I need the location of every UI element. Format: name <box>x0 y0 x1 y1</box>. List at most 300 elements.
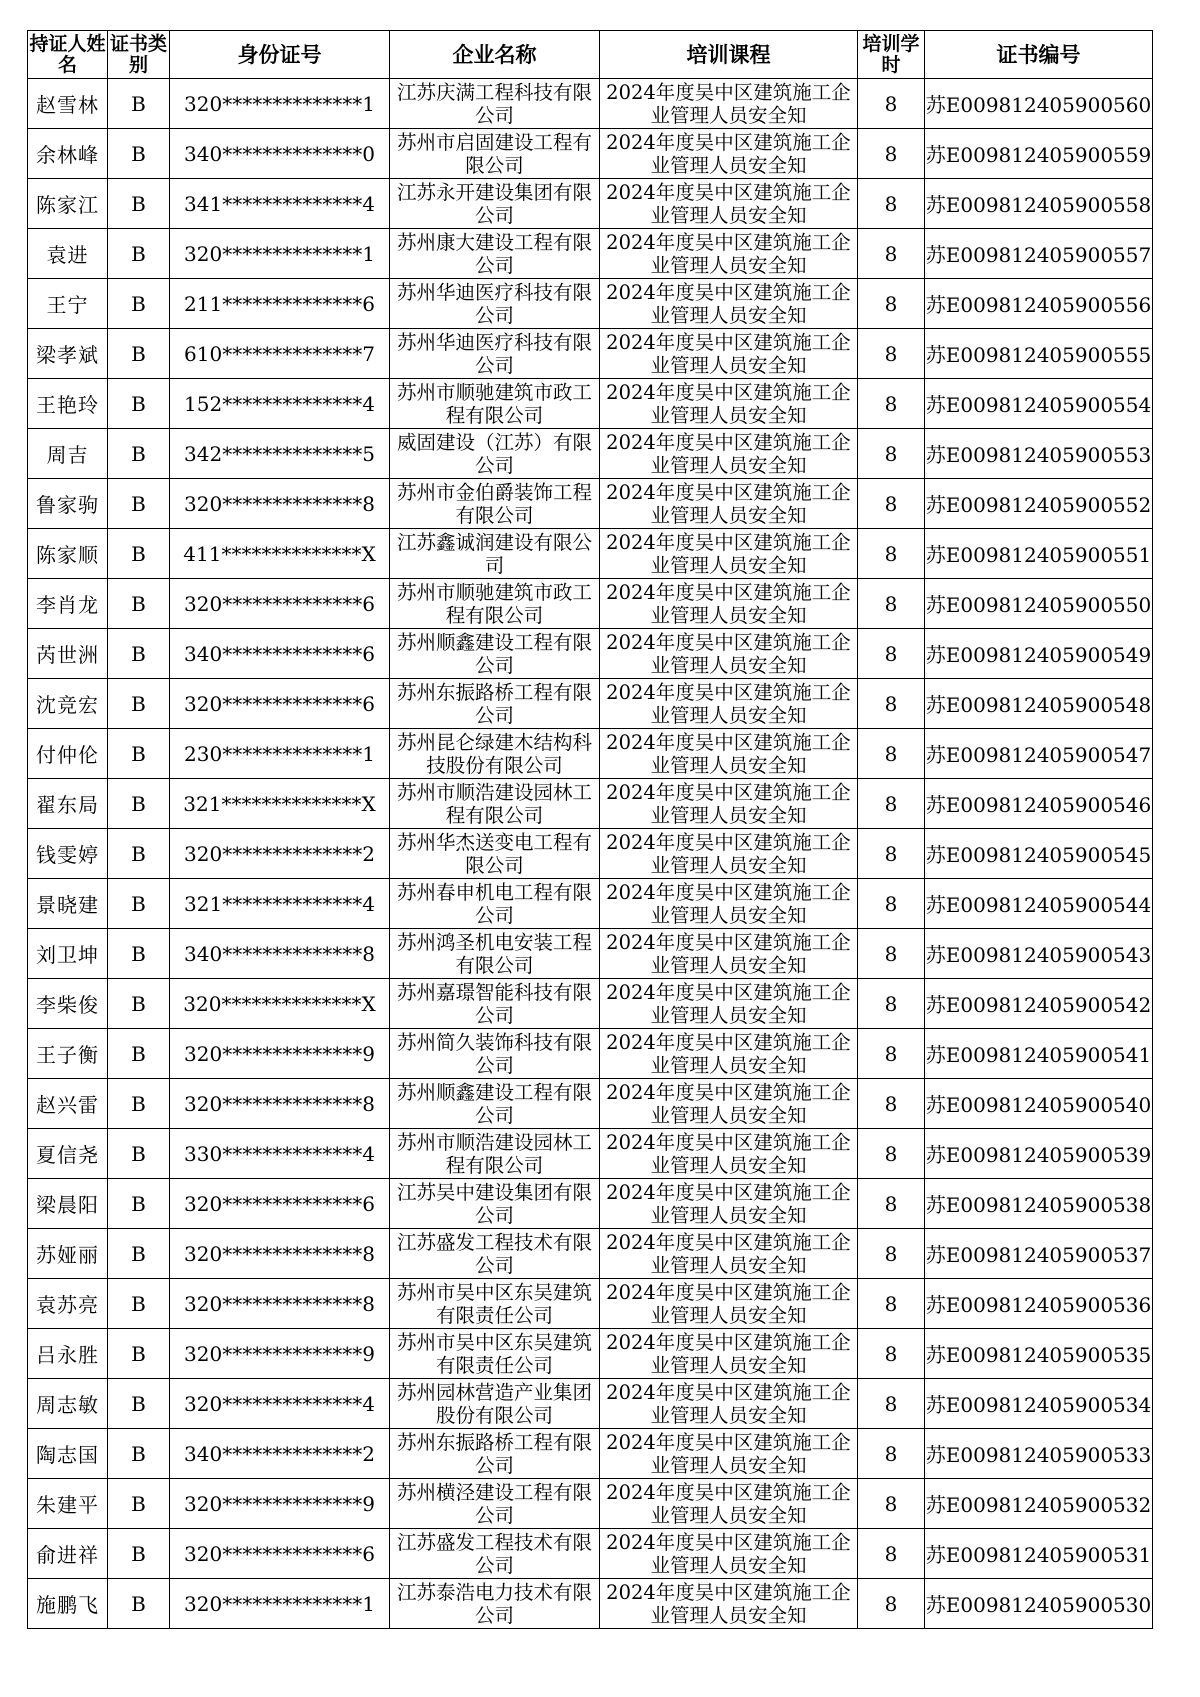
training-course: 2024年度吴中区建筑施工企业管理人员安全知 <box>606 630 851 677</box>
cert-class: B <box>108 379 170 429</box>
training-course: 2024年度吴中区建筑施工企业管理人员安全知 <box>606 1330 851 1377</box>
course-cell <box>600 1279 858 1329</box>
training-course: 2024年度吴中区建筑施工企业管理人员安全知 <box>606 230 851 277</box>
course-cell <box>600 1129 858 1179</box>
training-course: 2024年度吴中区建筑施工企业管理人员安全知 <box>606 1280 851 1327</box>
training-course: 2024年度吴中区建筑施工企业管理人员安全知 <box>606 780 851 827</box>
cert-class: B <box>108 329 170 379</box>
company-name: 江苏泰浩电力技术有限公司 <box>396 1580 592 1627</box>
course-cell <box>600 279 858 329</box>
company-name: 苏州市启固建设工程有限公司 <box>396 130 592 177</box>
table-row <box>28 629 1153 679</box>
id-number: 320**************6 <box>170 1179 390 1229</box>
cert-class: B <box>108 879 170 929</box>
table-row <box>28 1479 1153 1529</box>
company-name: 江苏永开建设集团有限公司 <box>396 180 592 227</box>
holder-name: 陈家江 <box>28 179 108 229</box>
holder-name: 王子衡 <box>28 1029 108 1079</box>
cert-class: B <box>108 429 170 479</box>
cert-class: B <box>108 729 170 779</box>
holder-name: 吕永胜 <box>28 1329 108 1379</box>
cert-number: 苏E009812405900543 <box>925 929 1153 979</box>
training-hours: 8 <box>858 1529 925 1579</box>
cert-number: 苏E009812405900545 <box>925 829 1153 879</box>
table-row <box>28 729 1153 779</box>
table-row <box>28 129 1153 179</box>
company-cell <box>390 379 600 429</box>
training-course: 2024年度吴中区建筑施工企业管理人员安全知 <box>606 930 851 977</box>
company-name: 苏州市顺浩建设园林工程有限公司 <box>396 780 592 827</box>
course-cell <box>600 179 858 229</box>
course-cell <box>600 929 858 979</box>
cert-class: B <box>108 679 170 729</box>
table-row <box>28 1229 1153 1279</box>
course-cell <box>600 479 858 529</box>
training-course: 2024年度吴中区建筑施工企业管理人员安全知 <box>606 880 851 927</box>
cert-number: 苏E009812405900556 <box>925 279 1153 329</box>
cert-class: B <box>108 1229 170 1279</box>
course-cell <box>600 679 858 729</box>
cert-number: 苏E009812405900536 <box>925 1279 1153 1329</box>
cert-class: B <box>108 1329 170 1379</box>
holder-name: 钱雯婷 <box>28 829 108 879</box>
cert-class: B <box>108 279 170 329</box>
table-row <box>28 479 1153 529</box>
training-hours: 8 <box>858 579 925 629</box>
course-cell <box>600 1029 858 1079</box>
table-row <box>28 1029 1153 1079</box>
course-cell <box>600 1079 858 1129</box>
company-cell <box>390 879 600 929</box>
company-cell <box>390 1079 600 1129</box>
training-hours: 8 <box>858 1179 925 1229</box>
cert-number: 苏E009812405900541 <box>925 1029 1153 1079</box>
holder-name: 施鹏飞 <box>28 1579 108 1629</box>
training-course: 2024年度吴中区建筑施工企业管理人员安全知 <box>606 430 851 477</box>
company-cell <box>390 679 600 729</box>
table-row <box>28 1429 1153 1479</box>
holder-name: 芮世洲 <box>28 629 108 679</box>
course-cell <box>600 429 858 479</box>
training-hours: 8 <box>858 229 925 279</box>
id-number: 230**************1 <box>170 729 390 779</box>
company-cell <box>390 1229 600 1279</box>
table-row <box>28 829 1153 879</box>
holder-name: 付仲伦 <box>28 729 108 779</box>
id-number: 320**************9 <box>170 1329 390 1379</box>
holder-name: 景晓建 <box>28 879 108 929</box>
id-number: 320**************8 <box>170 1229 390 1279</box>
training-course: 2024年度吴中区建筑施工企业管理人员安全知 <box>606 180 851 227</box>
holder-name: 梁晨阳 <box>28 1179 108 1229</box>
training-course: 2024年度吴中区建筑施工企业管理人员安全知 <box>606 530 851 577</box>
holder-name: 赵兴雷 <box>28 1079 108 1129</box>
header-cert-class: 证书类别 <box>108 31 170 79</box>
course-cell <box>600 329 858 379</box>
holder-name: 鲁家驹 <box>28 479 108 529</box>
company-name: 苏州康大建设工程有限公司 <box>396 230 592 277</box>
company-name: 苏州东振路桥工程有限公司 <box>396 1430 592 1477</box>
training-course: 2024年度吴中区建筑施工企业管理人员安全知 <box>606 980 851 1027</box>
table-row <box>28 79 1153 129</box>
id-number: 320**************6 <box>170 1529 390 1579</box>
cert-number: 苏E009812405900542 <box>925 979 1153 1029</box>
holder-name: 苏娅丽 <box>28 1229 108 1279</box>
course-cell <box>600 979 858 1029</box>
table-row <box>28 779 1153 829</box>
training-course: 2024年度吴中区建筑施工企业管理人员安全知 <box>606 1380 851 1427</box>
company-cell <box>390 129 600 179</box>
holder-name: 刘卫坤 <box>28 929 108 979</box>
company-name: 苏州园林营造产业集团股份有限公司 <box>396 1380 592 1427</box>
company-name: 苏州嘉璟智能科技有限公司 <box>396 980 592 1027</box>
cert-number: 苏E009812405900549 <box>925 629 1153 679</box>
header-row <box>28 31 1153 79</box>
cert-class: B <box>108 779 170 829</box>
training-course: 2024年度吴中区建筑施工企业管理人员安全知 <box>606 380 851 427</box>
id-number: 320**************1 <box>170 229 390 279</box>
table-row <box>28 1329 1153 1379</box>
header-course: 培训课程 <box>600 31 858 79</box>
training-course: 2024年度吴中区建筑施工企业管理人员安全知 <box>606 330 851 377</box>
company-name: 苏州市吴中区东吴建筑有限责任公司 <box>396 1280 592 1327</box>
table-row <box>28 1379 1153 1429</box>
holder-name: 周志敏 <box>28 1379 108 1429</box>
company-name: 苏州横泾建设工程有限公司 <box>396 1480 592 1527</box>
course-cell <box>600 229 858 279</box>
company-name: 威固建设（江苏）有限公司 <box>396 430 592 477</box>
cert-class: B <box>108 1529 170 1579</box>
training-hours: 8 <box>858 479 925 529</box>
cert-number: 苏E009812405900557 <box>925 229 1153 279</box>
cert-number: 苏E009812405900552 <box>925 479 1153 529</box>
holder-name: 周吉 <box>28 429 108 479</box>
course-cell <box>600 1429 858 1479</box>
course-cell <box>600 579 858 629</box>
cert-class: B <box>108 129 170 179</box>
table-row <box>28 1279 1153 1329</box>
training-course: 2024年度吴中区建筑施工企业管理人员安全知 <box>606 730 851 777</box>
table-row <box>28 1179 1153 1229</box>
company-cell <box>390 729 600 779</box>
company-name: 苏州简久装饰科技有限公司 <box>396 1030 592 1077</box>
table-row <box>28 529 1153 579</box>
holder-name: 俞进祥 <box>28 1529 108 1579</box>
table-row <box>28 979 1153 1029</box>
training-hours: 8 <box>858 429 925 479</box>
id-number: 610**************7 <box>170 329 390 379</box>
training-hours: 8 <box>858 829 925 879</box>
company-cell <box>390 79 600 129</box>
cert-number: 苏E009812405900559 <box>925 129 1153 179</box>
company-name: 苏州市顺浩建设园林工程有限公司 <box>396 1130 592 1177</box>
company-name: 苏州华杰送变电工程有限公司 <box>396 830 592 877</box>
company-name: 苏州东振路桥工程有限公司 <box>396 680 592 727</box>
company-cell <box>390 179 600 229</box>
company-name: 苏州春申机电工程有限公司 <box>396 880 592 927</box>
cert-number: 苏E009812405900544 <box>925 879 1153 929</box>
training-course: 2024年度吴中区建筑施工企业管理人员安全知 <box>606 1230 851 1277</box>
course-cell <box>600 1229 858 1279</box>
id-number: 321**************X <box>170 779 390 829</box>
company-name: 苏州华迪医疗科技有限公司 <box>396 280 592 327</box>
training-hours: 8 <box>858 1229 925 1279</box>
training-course: 2024年度吴中区建筑施工企业管理人员安全知 <box>606 1430 851 1477</box>
holder-name: 夏信尧 <box>28 1129 108 1179</box>
table-row <box>28 329 1153 379</box>
course-cell <box>600 529 858 579</box>
training-hours: 8 <box>858 79 925 129</box>
cert-number: 苏E009812405900532 <box>925 1479 1153 1529</box>
training-hours: 8 <box>858 1329 925 1379</box>
cert-class: B <box>108 79 170 129</box>
training-hours: 8 <box>858 379 925 429</box>
training-hours: 8 <box>858 129 925 179</box>
cert-number: 苏E009812405900538 <box>925 1179 1153 1229</box>
id-number: 320**************9 <box>170 1029 390 1079</box>
holder-name: 李肖龙 <box>28 579 108 629</box>
cert-class: B <box>108 1179 170 1229</box>
course-cell <box>600 879 858 929</box>
cert-class: B <box>108 1379 170 1429</box>
cert-class: B <box>108 479 170 529</box>
cert-class: B <box>108 1079 170 1129</box>
course-cell <box>600 629 858 679</box>
cert-number: 苏E009812405900530 <box>925 1579 1153 1629</box>
training-hours: 8 <box>858 679 925 729</box>
training-course: 2024年度吴中区建筑施工企业管理人员安全知 <box>606 680 851 727</box>
cert-class: B <box>108 629 170 679</box>
id-number: 341**************4 <box>170 179 390 229</box>
company-cell <box>390 1329 600 1379</box>
cert-number: 苏E009812405900534 <box>925 1379 1153 1429</box>
company-cell <box>390 579 600 629</box>
holder-name: 梁孝斌 <box>28 329 108 379</box>
training-hours: 8 <box>858 1079 925 1129</box>
id-number: 320**************8 <box>170 479 390 529</box>
company-cell <box>390 979 600 1029</box>
cert-number: 苏E009812405900547 <box>925 729 1153 779</box>
id-number: 340**************6 <box>170 629 390 679</box>
course-cell <box>600 129 858 179</box>
company-cell <box>390 329 600 379</box>
cert-class: B <box>108 179 170 229</box>
cert-class: B <box>108 579 170 629</box>
cert-class: B <box>108 229 170 279</box>
company-name: 苏州昆仑绿建木结构科技股份有限公司 <box>396 730 592 777</box>
holder-name: 翟东局 <box>28 779 108 829</box>
company-cell <box>390 279 600 329</box>
training-course: 2024年度吴中区建筑施工企业管理人员安全知 <box>606 1480 851 1527</box>
training-hours: 8 <box>858 329 925 379</box>
training-hours: 8 <box>858 1129 925 1179</box>
training-course: 2024年度吴中区建筑施工企业管理人员安全知 <box>606 130 851 177</box>
cert-class: B <box>108 1129 170 1179</box>
training-hours: 8 <box>858 1279 925 1329</box>
table-row <box>28 279 1153 329</box>
table-row <box>28 579 1153 629</box>
company-cell <box>390 1379 600 1429</box>
company-cell <box>390 1179 600 1229</box>
header-hours: 培训学时 <box>858 31 925 79</box>
cert-number: 苏E009812405900558 <box>925 179 1153 229</box>
training-course: 2024年度吴中区建筑施工企业管理人员安全知 <box>606 280 851 327</box>
training-hours: 8 <box>858 1479 925 1529</box>
cert-class: B <box>108 929 170 979</box>
company-name: 苏州市金伯爵装饰工程有限公司 <box>396 480 592 527</box>
id-number: 320**************X <box>170 979 390 1029</box>
id-number: 411**************X <box>170 529 390 579</box>
course-cell <box>600 1329 858 1379</box>
course-cell <box>600 1179 858 1229</box>
training-hours: 8 <box>858 279 925 329</box>
company-cell <box>390 829 600 879</box>
id-number: 320**************6 <box>170 579 390 629</box>
holder-name: 王宁 <box>28 279 108 329</box>
id-number: 152**************4 <box>170 379 390 429</box>
training-hours: 8 <box>858 629 925 679</box>
cert-class: B <box>108 529 170 579</box>
cert-number: 苏E009812405900553 <box>925 429 1153 479</box>
company-cell <box>390 629 600 679</box>
holder-name: 李柴俊 <box>28 979 108 1029</box>
course-cell <box>600 1379 858 1429</box>
cert-class: B <box>108 1579 170 1629</box>
training-course: 2024年度吴中区建筑施工企业管理人员安全知 <box>606 80 851 127</box>
course-cell <box>600 779 858 829</box>
training-hours: 8 <box>858 179 925 229</box>
cert-number: 苏E009812405900548 <box>925 679 1153 729</box>
company-name: 苏州顺鑫建设工程有限公司 <box>396 1080 592 1127</box>
holder-name: 余林峰 <box>28 129 108 179</box>
course-cell <box>600 729 858 779</box>
training-course: 2024年度吴中区建筑施工企业管理人员安全知 <box>606 1130 851 1177</box>
cert-number: 苏E009812405900550 <box>925 579 1153 629</box>
cert-number: 苏E009812405900533 <box>925 1429 1153 1479</box>
cert-class: B <box>108 1279 170 1329</box>
company-cell <box>390 529 600 579</box>
id-number: 320**************8 <box>170 1279 390 1329</box>
training-hours: 8 <box>858 1379 925 1429</box>
id-number: 320**************8 <box>170 1079 390 1129</box>
cert-class: B <box>108 1479 170 1529</box>
cert-class: B <box>108 829 170 879</box>
holder-name: 王艳玲 <box>28 379 108 429</box>
id-number: 321**************4 <box>170 879 390 929</box>
cert-number: 苏E009812405900555 <box>925 329 1153 379</box>
training-course: 2024年度吴中区建筑施工企业管理人员安全知 <box>606 1580 851 1627</box>
company-name: 江苏盛发工程技术有限公司 <box>396 1530 592 1577</box>
company-name: 江苏庆满工程科技有限公司 <box>396 80 592 127</box>
company-cell <box>390 1129 600 1179</box>
company-cell <box>390 1429 600 1479</box>
course-cell <box>600 379 858 429</box>
table-row <box>28 379 1153 429</box>
company-name: 江苏吴中建设集团有限公司 <box>396 1180 592 1227</box>
company-name: 苏州鸿圣机电安装工程有限公司 <box>396 930 592 977</box>
holder-name: 沈竞宏 <box>28 679 108 729</box>
header-name: 持证人姓名 <box>28 31 108 79</box>
company-cell <box>390 929 600 979</box>
holder-name: 朱建平 <box>28 1479 108 1529</box>
header-cert-number: 证书编号 <box>925 31 1153 79</box>
training-hours: 8 <box>858 529 925 579</box>
training-course: 2024年度吴中区建筑施工企业管理人员安全知 <box>606 480 851 527</box>
company-cell <box>390 1529 600 1579</box>
id-number: 211**************6 <box>170 279 390 329</box>
certificate-table <box>27 30 1153 1629</box>
id-number: 340**************2 <box>170 1429 390 1479</box>
company-name: 江苏鑫诚润建设有限公司 <box>396 530 592 577</box>
company-cell <box>390 1479 600 1529</box>
id-number: 340**************0 <box>170 129 390 179</box>
training-hours: 8 <box>858 779 925 829</box>
cert-class: B <box>108 979 170 1029</box>
cert-number: 苏E009812405900560 <box>925 79 1153 129</box>
training-hours: 8 <box>858 729 925 779</box>
holder-name: 陈家顺 <box>28 529 108 579</box>
table-body <box>28 79 1153 1629</box>
table-row <box>28 879 1153 929</box>
company-cell <box>390 1029 600 1079</box>
company-cell <box>390 429 600 479</box>
table-row <box>28 229 1153 279</box>
company-name: 苏州华迪医疗科技有限公司 <box>396 330 592 377</box>
training-hours: 8 <box>858 979 925 1029</box>
table-row <box>28 179 1153 229</box>
company-name: 江苏盛发工程技术有限公司 <box>396 1230 592 1277</box>
training-course: 2024年度吴中区建筑施工企业管理人员安全知 <box>606 1080 851 1127</box>
table-row <box>28 1079 1153 1129</box>
holder-name: 赵雪林 <box>28 79 108 129</box>
training-course: 2024年度吴中区建筑施工企业管理人员安全知 <box>606 580 851 627</box>
course-cell <box>600 829 858 879</box>
training-hours: 8 <box>858 879 925 929</box>
cert-number: 苏E009812405900554 <box>925 379 1153 429</box>
course-cell <box>600 1579 858 1629</box>
id-number: 340**************8 <box>170 929 390 979</box>
id-number: 320**************4 <box>170 1379 390 1429</box>
cert-number: 苏E009812405900551 <box>925 529 1153 579</box>
training-hours: 8 <box>858 929 925 979</box>
table-row <box>28 1529 1153 1579</box>
company-name: 苏州市吴中区东吴建筑有限责任公司 <box>396 1330 592 1377</box>
company-cell <box>390 1579 600 1629</box>
cert-number: 苏E009812405900539 <box>925 1129 1153 1179</box>
cert-number: 苏E009812405900531 <box>925 1529 1153 1579</box>
company-cell <box>390 229 600 279</box>
id-number: 320**************1 <box>170 1579 390 1629</box>
company-cell <box>390 779 600 829</box>
training-hours: 8 <box>858 1029 925 1079</box>
training-course: 2024年度吴中区建筑施工企业管理人员安全知 <box>606 830 851 877</box>
id-number: 342**************5 <box>170 429 390 479</box>
cert-number: 苏E009812405900535 <box>925 1329 1153 1379</box>
company-name: 苏州市顺驰建筑市政工程有限公司 <box>396 580 592 627</box>
training-course: 2024年度吴中区建筑施工企业管理人员安全知 <box>606 1530 851 1577</box>
cert-number: 苏E009812405900540 <box>925 1079 1153 1129</box>
cert-class: B <box>108 1029 170 1079</box>
table-row <box>28 679 1153 729</box>
table-row <box>28 1579 1153 1629</box>
id-number: 330**************4 <box>170 1129 390 1179</box>
id-number: 320**************2 <box>170 829 390 879</box>
id-number: 320**************6 <box>170 679 390 729</box>
holder-name: 陶志国 <box>28 1429 108 1479</box>
cert-number: 苏E009812405900546 <box>925 779 1153 829</box>
table-row <box>28 429 1153 479</box>
course-cell <box>600 1529 858 1579</box>
